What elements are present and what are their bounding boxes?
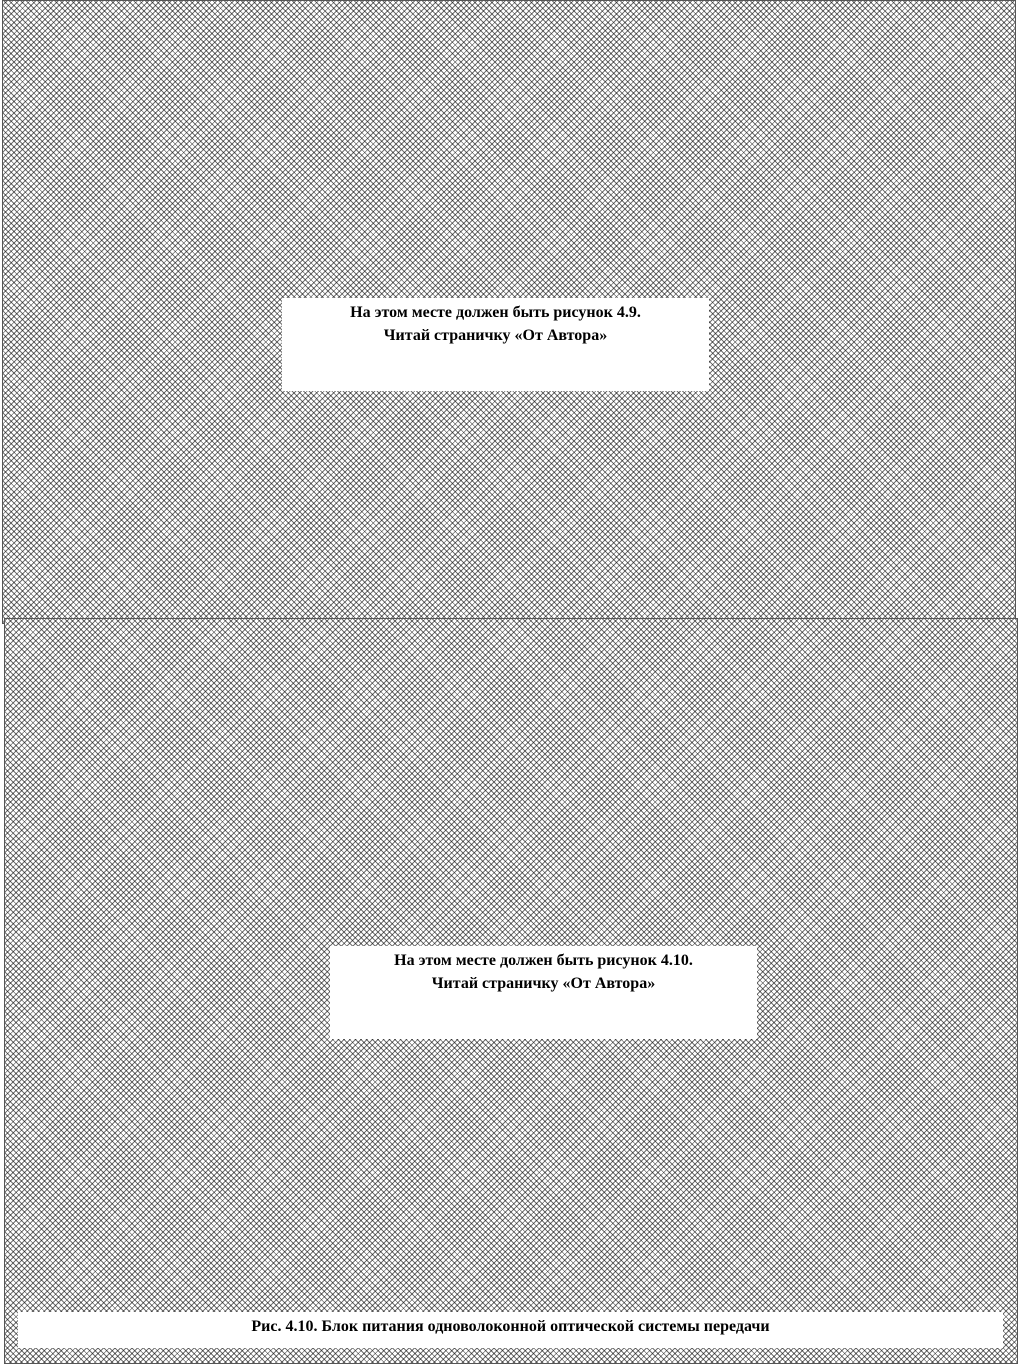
figure-4-10-placeholder [330, 946, 757, 1039]
figure-caption: Рис. 4.10. Блок питания одноволоконной оптической системы передачи [18, 1312, 1003, 1348]
placeholder-text: На этом месте должен быть рисунок 4.9. [350, 304, 641, 321]
placeholder-note: Читай страничку «От Автора» [383, 327, 608, 344]
figure-4-9-placeholder [282, 298, 709, 391]
placeholder-note: Читай страничку «От Автора» [431, 975, 656, 992]
placeholder-text: На этом месте должен быть рисунок 4.10. [394, 952, 693, 969]
